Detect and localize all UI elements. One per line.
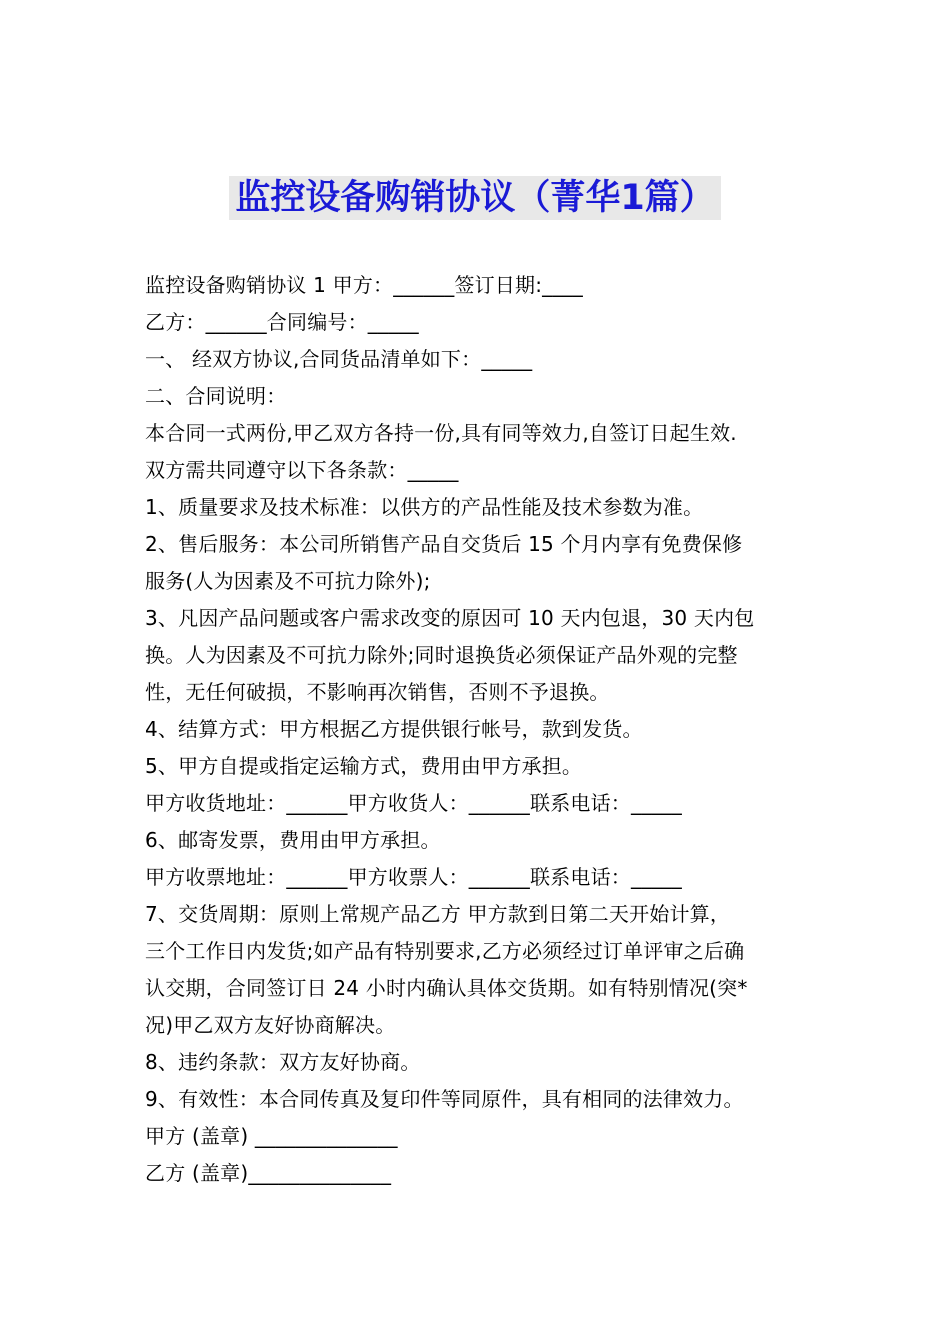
- line-clause-3b: 换。人为因素及不可抗力除外;同时退换货必须保证产品外观的完整: [145, 643, 738, 667]
- line-clause-5: 5、甲方自提或指定运输方式，费用由甲方承担。: [145, 754, 583, 778]
- line-contract-copies: 本合同一式两份,甲乙双方各持一份,具有同等效力,自签订日起生效.: [145, 421, 737, 445]
- line-party-b-seal: 乙方 (盖章)______________: [145, 1161, 392, 1185]
- line-clause-3a: 3、凡因产品问题或客户需求改变的原因可 10 天内包退，30 天内包: [145, 606, 755, 630]
- line-clause-8: 8、违约条款：双方友好协商。: [145, 1050, 421, 1074]
- line-clause-7b: 三个工作日内发货;如产品有特别要求,乙方必须经过订单评审之后确: [145, 939, 745, 963]
- line-clause-1: 1、质量要求及技术标准：以供方的产品性能及技术参数为准。: [145, 495, 704, 519]
- line-clause-6: 6、邮寄发票，费用由甲方承担。: [145, 828, 441, 852]
- line-invoice-address: 甲方收票地址：______甲方收票人：______联系电话：_____: [145, 865, 682, 889]
- line-delivery-address: 甲方收货地址：______甲方收货人：______联系电话：_____: [145, 791, 682, 815]
- line-clause-4: 4、结算方式：甲方根据乙方提供银行帐号，款到发货。: [145, 717, 643, 741]
- line-clause-9: 9、有效性：本合同传真及复印件等同原件，具有相同的法律效力。: [145, 1087, 744, 1111]
- line-clause-2a: 2、售后服务：本公司所销售产品自交货后 15 个月内享有免费保修: [145, 532, 743, 556]
- document-body: [145, 267, 815, 1192]
- line-section-2-heading: 二、合同说明：: [145, 384, 287, 408]
- line-party-a-seal: 甲方 (盖章) ______________: [145, 1124, 398, 1148]
- line-section-1: 一、 经双方协议,合同货品清单如下：_____: [145, 347, 533, 371]
- line-clause-2b: 服务(人为因素及不可抗力除外);: [145, 569, 431, 593]
- title-container: [0, 176, 950, 220]
- line-party-a-sign-date: 监控设备购销协议 1 甲方：______签订日期:____: [145, 273, 583, 297]
- line-terms-intro: 双方需共同遵守以下各条款：_____: [145, 458, 459, 482]
- line-clause-3c: 性，无任何破损，不影响再次销售，否则不予退换。: [145, 680, 610, 704]
- line-clause-7d: 况)甲乙双方友好协商解决。: [145, 1013, 396, 1037]
- line-party-b-contract-no: 乙方：______合同编号：_____: [145, 310, 419, 334]
- document-title: 监控设备购销协议（菁华1篇）: [229, 176, 720, 220]
- line-clause-7a: 7、交货周期：原则上常规产品乙方 甲方款到日第二天开始计算，: [145, 902, 731, 926]
- line-clause-7c: 认交期，合同签订日 24 小时内确认具体交货期。如有特别情况(突*: [145, 976, 748, 1000]
